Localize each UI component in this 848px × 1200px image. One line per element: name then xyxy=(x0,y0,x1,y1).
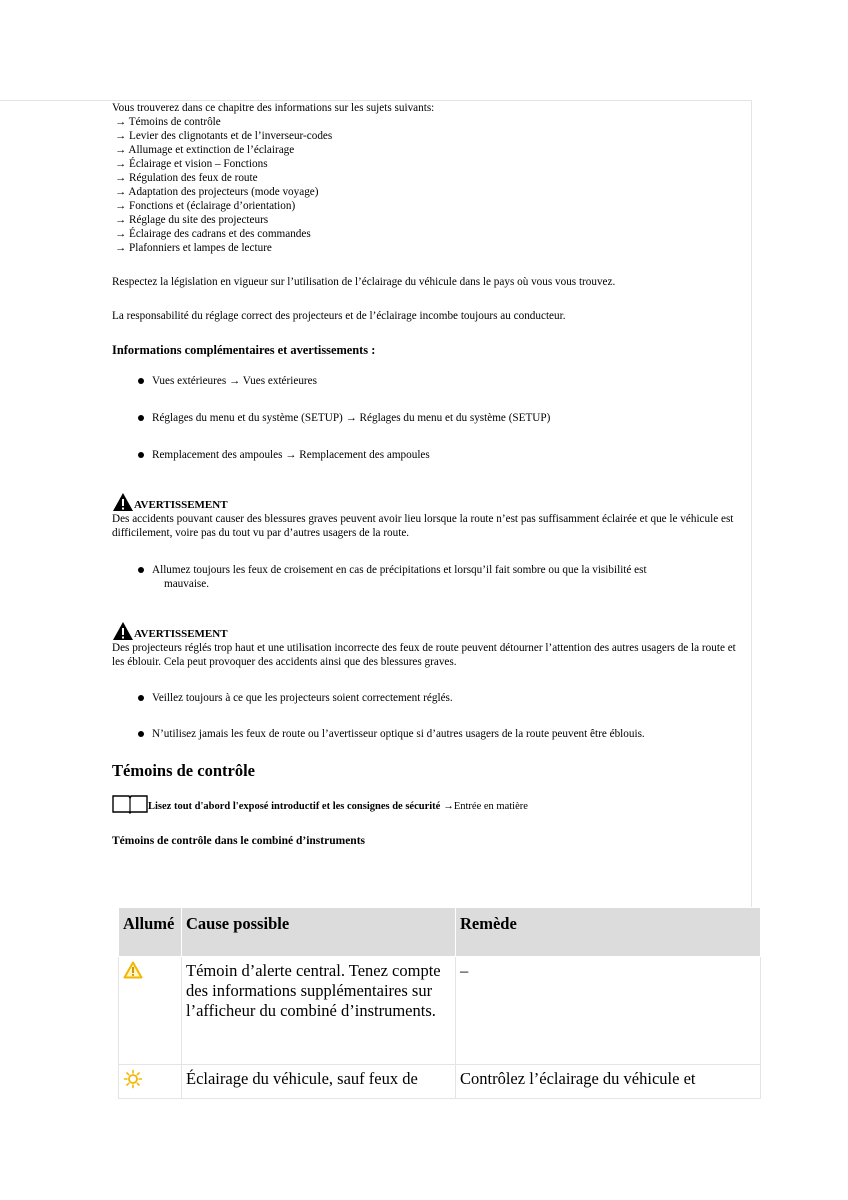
toc-item[interactable]: → Réglage du site des projecteurs xyxy=(115,214,269,226)
column-header-lit: Allumé xyxy=(119,908,182,957)
table-row xyxy=(119,957,761,1065)
toc-item[interactable]: → Éclairage et vision – Fonctions xyxy=(115,158,268,170)
warning-triangle-icon xyxy=(123,961,143,979)
warning-text: Des accidents pouvant causer des blessures graves peuvent avoir lieu lorsque la route n’est pas suffisamment éclairée et que le véhicule est difficilement, voire pas du tout vu par d’autres usagers de la route. xyxy=(112,513,734,539)
responsibility-text: La responsabilité du réglage correct des projecteurs et de l’éclairage incombe toujours au conducteur. xyxy=(112,310,566,322)
table-cell-icon xyxy=(119,1065,182,1099)
table-header-row xyxy=(119,908,761,957)
chapter-toc xyxy=(112,115,742,255)
section-title: Témoins de contrôle xyxy=(112,761,255,780)
column-header-remedy: Remède xyxy=(456,908,761,957)
warning-list xyxy=(112,563,742,591)
book-icon xyxy=(112,794,148,814)
warning-text: Des projecteurs réglés trop haut et une utilisation incorrecte des feux de route peuvent détourner l’attention des autres usagers de la route et les éblouir. Cela peut provoquer des accidents ainsi que des blessures graves. xyxy=(112,642,736,668)
bullet-icon xyxy=(138,452,144,458)
table-heading: Témoins de contrôle dans le combiné d’instruments xyxy=(112,835,365,847)
lighting-sun-icon xyxy=(123,1069,143,1089)
warning-title: AVERTISSEMENT xyxy=(112,492,742,512)
toc-item[interactable]: → Plafonniers et lampes de lecture xyxy=(115,242,272,254)
toc-item[interactable]: → Levier des clignotants et de l’inverseur-codes xyxy=(115,130,333,142)
info-list xyxy=(112,374,742,462)
bullet-icon xyxy=(138,731,144,737)
toc-item[interactable]: → Éclairage des cadrans et des commandes xyxy=(115,228,311,240)
table-cell-cause: Éclairage du véhicule, sauf feux de xyxy=(182,1065,456,1099)
warning-item xyxy=(112,691,742,705)
toc-item[interactable]: → Fonctions et (éclairage d’orientation) xyxy=(115,200,296,212)
bullet-icon xyxy=(138,567,144,573)
table-cell-icon xyxy=(119,957,182,1065)
warning-item-label: Allumez toujours les feux de croisement en cas de précipitations et lorsqu’il fait sombre ou que la visibilité est xyxy=(152,564,647,576)
warning-item-continuation: mauvaise. xyxy=(164,578,210,590)
warning-list xyxy=(112,691,742,741)
warning-triangle-icon xyxy=(112,621,134,641)
warning-block-2 xyxy=(112,621,742,741)
info-item-label: Remplacement des ampoules → Remplacement des ampoules xyxy=(152,449,430,461)
bullet-icon xyxy=(138,695,144,701)
chapter-content xyxy=(112,101,742,848)
toc-item[interactable]: → Régulation des feux de route xyxy=(115,172,258,184)
bullet-icon xyxy=(138,415,144,421)
indicator-table xyxy=(118,907,761,1099)
warning-item-label: N’utilisez jamais les feux de route ou l’avertisseur optique si d’autres usagers de la route peuvent être éblouis. xyxy=(152,728,645,740)
legislation-text: Respectez la législation en vigueur sur l’utilisation de l’éclairage du véhicule dans le pays où vous vous trouvez. xyxy=(112,276,616,288)
manual-reference-link[interactable]: →Entrée en matière xyxy=(443,801,528,812)
toc-item[interactable]: → Témoins de contrôle xyxy=(115,116,221,128)
warning-item xyxy=(112,563,742,591)
page-frame-right xyxy=(751,100,752,908)
table-row xyxy=(119,1065,761,1099)
intro-text: Vous trouverez dans ce chapitre des informations sur les sujets suivants: xyxy=(112,102,435,114)
manual-reference xyxy=(112,794,742,814)
warning-item-label: Veillez toujours à ce que les projecteurs soient correctement réglés. xyxy=(152,692,453,704)
info-item[interactable] xyxy=(112,411,742,425)
warning-item xyxy=(112,727,742,741)
column-header-cause: Cause possible xyxy=(182,908,456,957)
info-heading: Informations complémentaires et avertissements : xyxy=(112,343,376,357)
table-cell-remedy: Contrôlez l’éclairage du véhicule et xyxy=(456,1065,761,1099)
warning-triangle-icon xyxy=(112,492,134,512)
info-item-label: Vues extérieures → Vues extérieures xyxy=(152,375,317,387)
table-cell-cause: Témoin d’alerte central. Tenez compte des informations supplémentaires sur l’afficheur du combiné d’instruments. xyxy=(182,957,456,1065)
warning-block-1 xyxy=(112,492,742,591)
info-item[interactable] xyxy=(112,374,742,388)
table-cell-remedy: – xyxy=(456,957,761,1065)
info-item[interactable] xyxy=(112,448,742,462)
info-item-label: Réglages du menu et du système (SETUP) → Réglages du menu et du système (SETUP) xyxy=(152,412,551,424)
toc-item[interactable]: → Adaptation des projecteurs (mode voyage) xyxy=(115,186,319,198)
toc-item[interactable]: → Allumage et extinction de l’éclairage xyxy=(115,144,295,156)
bullet-icon xyxy=(138,378,144,384)
warning-title: AVERTISSEMENT xyxy=(112,621,742,641)
manual-reference-text: Lisez tout d'abord l'exposé introductif et les consignes de sécurité xyxy=(148,801,441,812)
